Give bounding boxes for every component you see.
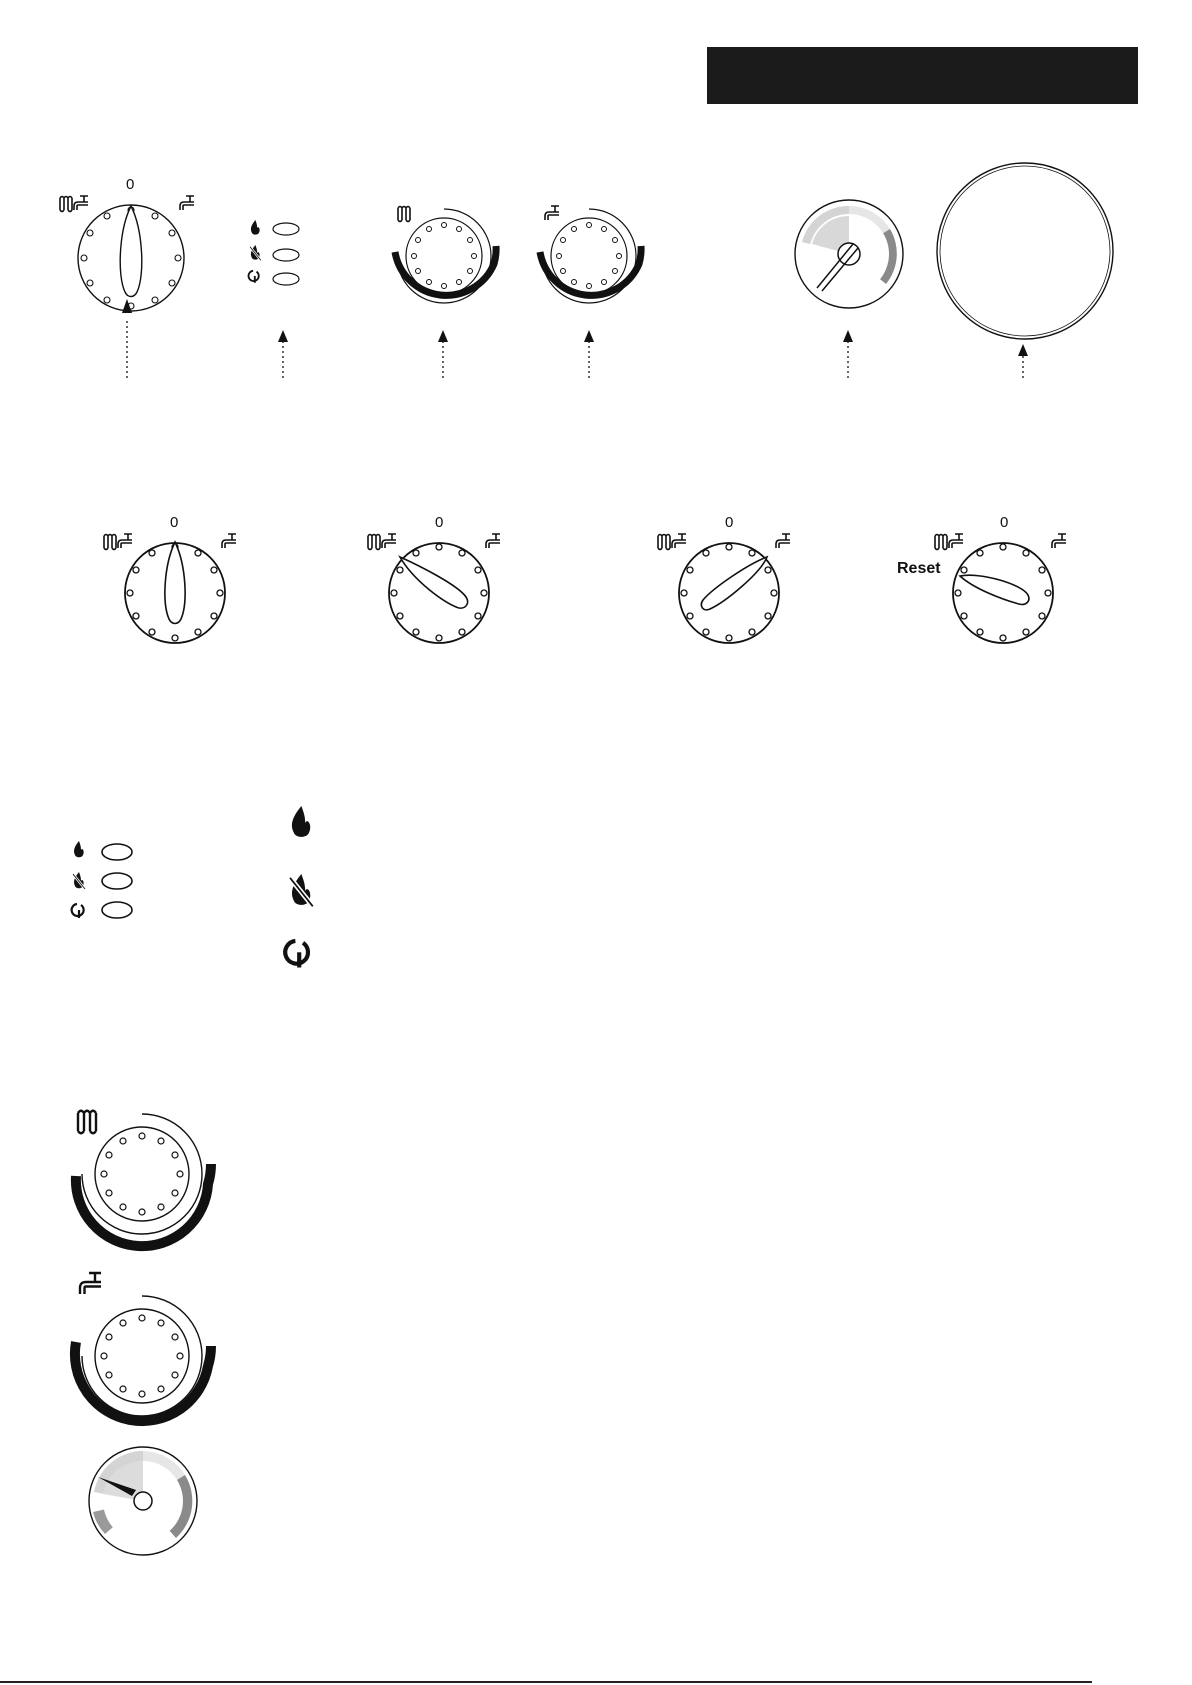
selector-zero-label: 0 [435, 514, 444, 531]
callout-arrows [127, 318, 1023, 378]
pressure-gauge [795, 200, 903, 308]
selector-position-2 [368, 534, 500, 643]
hot-water-temp-dial-large [75, 1273, 211, 1421]
flame-crossed-icon [290, 874, 313, 906]
selector-position-1 [104, 534, 236, 643]
hot-water-temp-dial [540, 206, 641, 303]
heating-temp-dial-large [76, 1111, 211, 1246]
indicator-legend-panel [72, 841, 132, 918]
flame-icon [292, 806, 310, 837]
selector-position-3 [658, 534, 790, 643]
selector-zero-label: 0 [725, 514, 734, 531]
pressure-gauge-large [89, 1447, 197, 1555]
selector-zero-label: 0 [126, 176, 135, 193]
indicator-lights [249, 220, 299, 285]
selector-zero-label: 0 [170, 514, 179, 531]
power-icon [285, 941, 308, 968]
selector-dial [60, 196, 194, 311]
reset-label: Reset [897, 560, 941, 577]
selector-zero-label: 0 [1000, 514, 1009, 531]
timer-outline [937, 163, 1113, 339]
heating-temp-dial [395, 207, 496, 304]
selector-position-reset [935, 534, 1066, 643]
bottom-rule [0, 1681, 1092, 1683]
